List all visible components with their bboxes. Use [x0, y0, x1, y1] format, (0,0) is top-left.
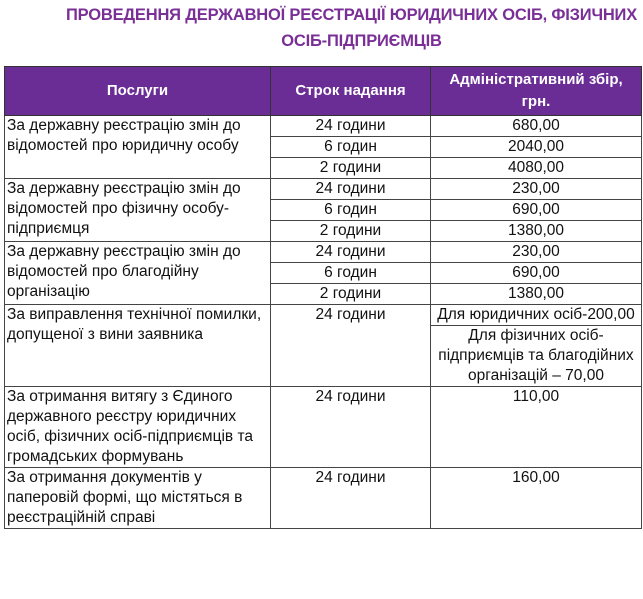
- fee-cell: 230,00: [431, 179, 642, 200]
- table-row: [5, 179, 642, 200]
- service-cell: За державну реєстрацію змін до відомостей про юридичну особу: [5, 116, 271, 179]
- service-cell: За отримання витягу з Єдиного державного реєстру юридичних осіб, фізичних осіб-підприємців та громадських формувань: [5, 387, 271, 468]
- fee-cell: 1380,00: [431, 284, 642, 305]
- term-cell: 2 години: [271, 221, 431, 242]
- fee-cell: Для юридичних осіб-200,00: [431, 305, 642, 326]
- fee-cell: 4080,00: [431, 158, 642, 179]
- header-term: Строк надання: [271, 67, 431, 116]
- term-cell: 24 години: [271, 242, 431, 263]
- service-cell: За державну реєстрацію змін до відомостей про благодійну організацію: [5, 242, 271, 305]
- term-cell: 24 години: [271, 116, 431, 137]
- service-cell: За отримання документів у паперовій формі, що містяться в реєстраційній справі: [5, 468, 271, 529]
- term-cell: 24 години: [271, 305, 431, 387]
- service-cell: За державну реєстрацію змін до відомостей про фізичну особу-підприємця: [5, 179, 271, 242]
- table-row: [5, 468, 642, 529]
- service-cell: За виправлення технічної помилки, допущеної з вини заявника: [5, 305, 271, 387]
- fee-cell: 680,00: [431, 116, 642, 137]
- term-cell: 2 години: [271, 158, 431, 179]
- fee-cell: 690,00: [431, 263, 642, 284]
- fee-cell: 1380,00: [431, 221, 642, 242]
- title-line-2: ОСІБ-ПІДПРИЄМЦІВ: [281, 32, 442, 50]
- page-title: [0, 2, 643, 54]
- fee-cell: 230,00: [431, 242, 642, 263]
- term-cell: 24 години: [271, 468, 431, 529]
- term-cell: 24 години: [271, 387, 431, 468]
- header-fee: Адміністративний збір, грн.: [431, 67, 642, 116]
- table-row: [5, 305, 642, 326]
- fee-cell: 690,00: [431, 200, 642, 221]
- term-cell: 6 годин: [271, 263, 431, 284]
- term-cell: 6 годин: [271, 137, 431, 158]
- table-row: [5, 387, 642, 468]
- fee-cell: 160,00: [431, 468, 642, 529]
- term-cell: 6 годин: [271, 200, 431, 221]
- title-line-1: ПРОВЕДЕННЯ ДЕРЖАВНОЇ РЕЄСТРАЦІЇ ЮРИДИЧНИХ ОСІБ, ФІЗИЧНИХ: [65, 6, 638, 24]
- fee-cell: Для фізичних осіб-підприємців та благодійних організацій – 70,00: [431, 326, 642, 387]
- header-services: Послуги: [5, 67, 271, 116]
- table-row: [5, 242, 642, 263]
- term-cell: 2 години: [271, 284, 431, 305]
- fees-table: [4, 66, 642, 529]
- table-header-row: [5, 67, 642, 116]
- fee-cell: 2040,00: [431, 137, 642, 158]
- fee-cell: 110,00: [431, 387, 642, 468]
- table-row: [5, 116, 642, 137]
- term-cell: 24 години: [271, 179, 431, 200]
